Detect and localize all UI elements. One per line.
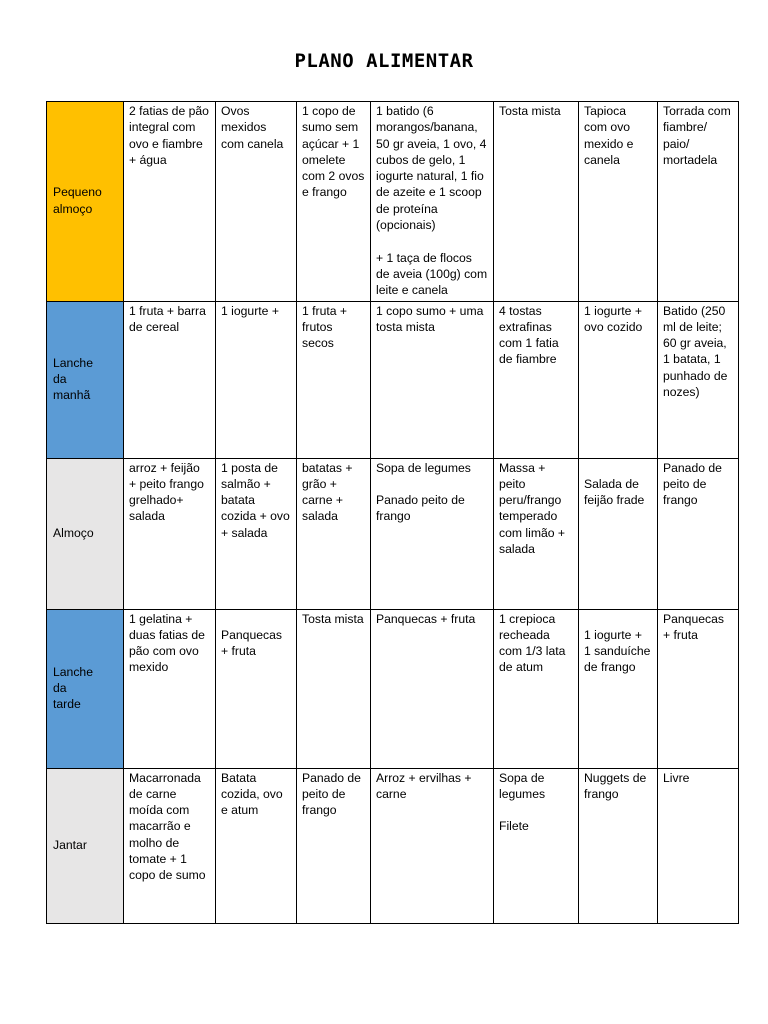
meal-option-cell: Panquecas + fruta	[216, 609, 297, 768]
meal-option-cell: Salada de feijão frade	[579, 458, 658, 609]
meal-option-cell: Massa + peito peru/frango temperado com limão + salada	[494, 458, 579, 609]
meal-option-cell: Tosta mista	[297, 609, 371, 768]
table-row	[47, 768, 739, 923]
meal-option-cell: 4 tostas extrafinas com 1 fatia de fiambre	[494, 301, 579, 458]
meal-option-cell: Batata cozida, ovo e atum	[216, 768, 297, 923]
meal-option-cell: Sopa de legumes Panado peito de frango	[371, 458, 494, 609]
meal-option-cell: 1 fruta + frutos secos	[297, 301, 371, 458]
meal-label-cell: Almoço	[47, 458, 124, 609]
meal-option-cell: 1 iogurte + 1 sanduíche de frango	[579, 609, 658, 768]
table-row	[47, 301, 739, 458]
meal-label-cell: Lanche da manhã	[47, 301, 124, 458]
meal-option-cell: 1 gelatina + duas fatias de pão com ovo mexido	[124, 609, 216, 768]
table-row	[47, 458, 739, 609]
meal-option-cell: 1 fruta + barra de cereal	[124, 301, 216, 458]
meal-option-cell: Torrada com fiambre/ paio/ mortadela	[658, 102, 739, 302]
table-row	[47, 609, 739, 768]
meal-option-cell: 1 copo sumo + uma tosta mista	[371, 301, 494, 458]
meal-option-cell: Macarronada de carne moída com macarrão e molho de tomate + 1 copo de sumo	[124, 768, 216, 923]
meal-option-cell: Tosta mista	[494, 102, 579, 302]
meal-option-cell: Panquecas + fruta	[371, 609, 494, 768]
meal-option-cell: Ovos mexidos com canela	[216, 102, 297, 302]
meal-option-cell: Tapioca com ovo mexido e canela	[579, 102, 658, 302]
meal-option-cell: 2 fatias de pão integral com ovo e fiambre + água	[124, 102, 216, 302]
meal-label-cell: Jantar	[47, 768, 124, 923]
meal-option-cell: arroz + feijão + peito frango grelhado+ salada	[124, 458, 216, 609]
meal-label-cell: Pequeno almoço	[47, 102, 124, 302]
meal-option-cell: 1 copo de sumo sem açúcar + 1 omelete com 2 ovos e frango	[297, 102, 371, 302]
meal-option-cell: batatas + grão + carne + salada	[297, 458, 371, 609]
meal-option-cell: Panado de peito de frango	[297, 768, 371, 923]
meal-option-cell: Batido (250 ml de leite; 60 gr aveia, 1 batata, 1 punhado de nozes)	[658, 301, 739, 458]
meal-option-cell: Sopa de legumes Filete	[494, 768, 579, 923]
meal-option-cell: Livre	[658, 768, 739, 923]
meal-option-cell: 1 iogurte +	[216, 301, 297, 458]
meal-option-cell: Panquecas + fruta	[658, 609, 739, 768]
meal-option-cell: 1 crepioca recheada com 1/3 lata de atum	[494, 609, 579, 768]
meal-option-cell: Panado de peito de frango	[658, 458, 739, 609]
table-row	[47, 102, 739, 302]
document-title: PLANO ALIMENTAR	[294, 50, 474, 72]
meal-option-cell: 1 batido (6 morangos/banana, 50 gr aveia, 1 ovo, 4 cubos de gelo, 1 iogurte natural, 1 fio de azeite e 1 scoop de proteína (opcionais) + 1 taça de flocos de aveia (100g) com leite e canela	[371, 102, 494, 302]
meal-option-cell: 1 iogurte + ovo cozido	[579, 301, 658, 458]
meal-plan-table	[46, 101, 739, 924]
meal-option-cell: Arroz + ervilhas + carne	[371, 768, 494, 923]
meal-option-cell: Nuggets de frango	[579, 768, 658, 923]
meal-label-cell: Lanche da tarde	[47, 609, 124, 768]
meal-option-cell: 1 posta de salmão + batata cozida + ovo + salada	[216, 458, 297, 609]
